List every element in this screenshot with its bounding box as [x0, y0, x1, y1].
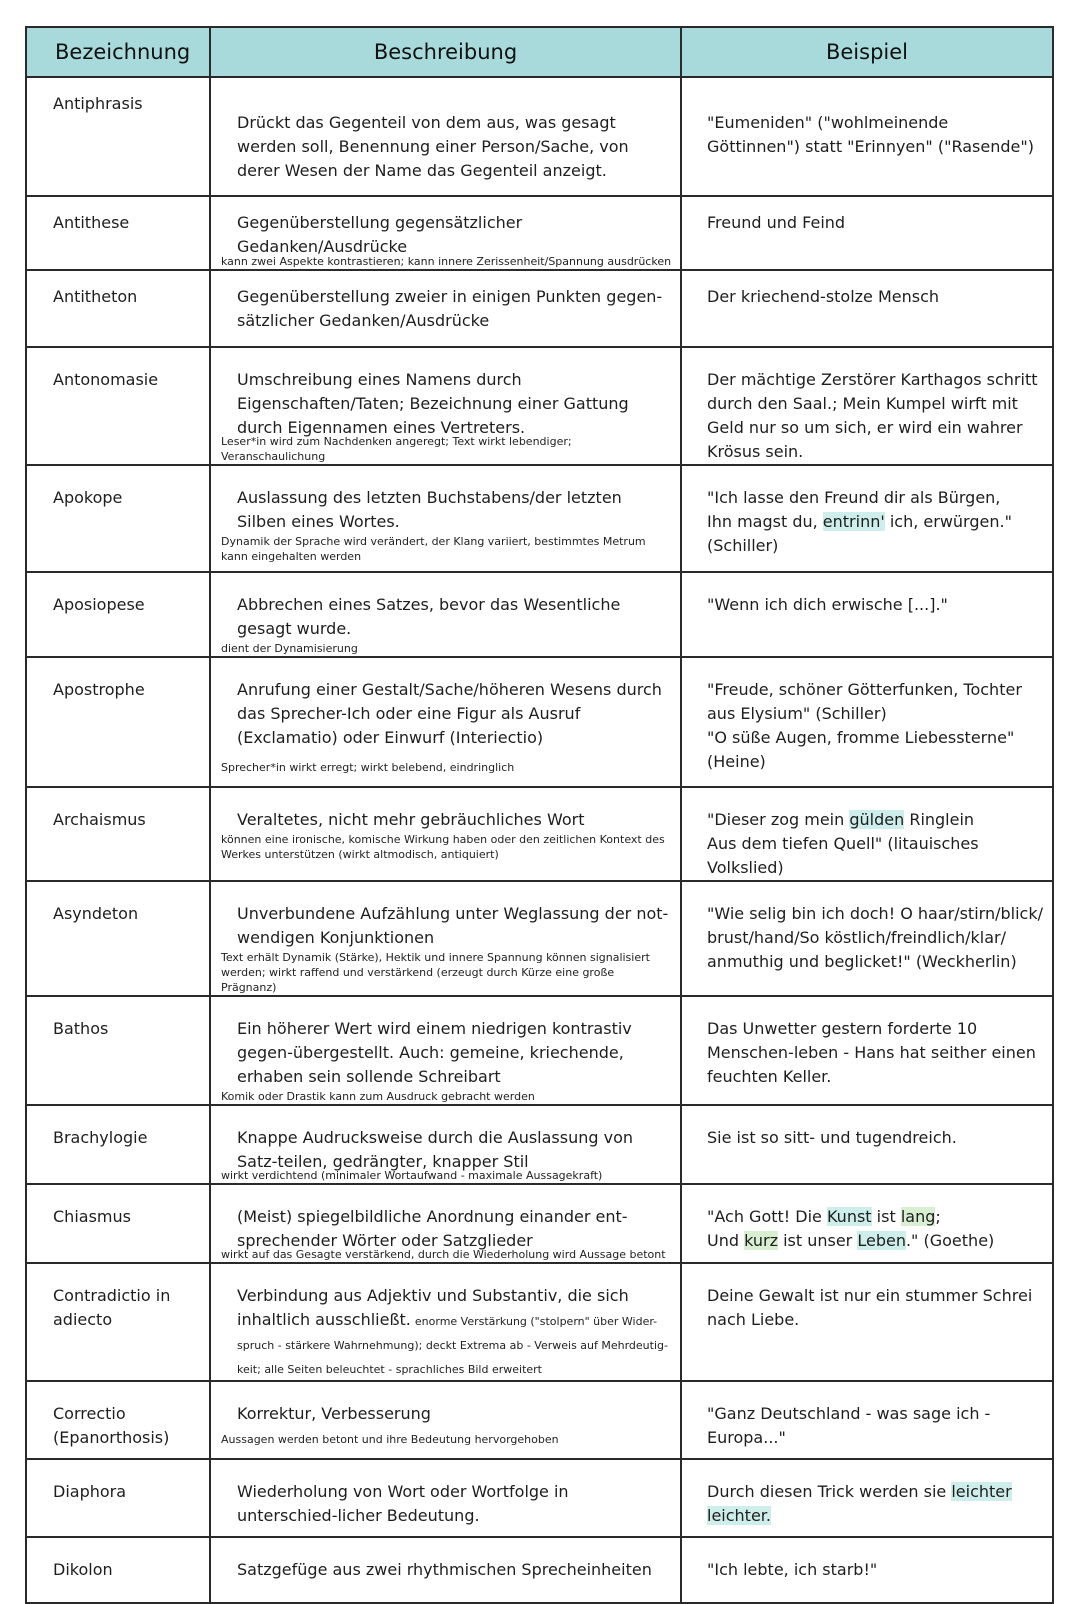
table-row: [26, 347, 1053, 465]
header-row: [26, 27, 1053, 77]
description: [210, 1537, 681, 1603]
table-row: [26, 881, 1053, 996]
example-text: Der mächtige Zerstörer Karthagos schritt durch den Saal.; Mein Kumpel wirft mit Geld nur so um sich, er wird ein wahrer Krösus sein.: [707, 370, 1038, 461]
highlighted-word: Kunst: [826, 1207, 872, 1226]
example-text: "Wie selig bin ich doch! O haar/stirn/blick/ brust/hand/So köstlich/freindlich/klar/ anmuthig und beglicket!" (Weckherlin): [707, 904, 1043, 971]
table-row: [26, 996, 1053, 1105]
description-text: Knappe Audrucksweise durch die Auslassung von Satz-teilen, gedrängter, knapper Stil: [237, 1128, 634, 1171]
example: [681, 1537, 1053, 1603]
example-line: "O süße Augen, fromme Liebessterne" (Heine): [707, 728, 1015, 771]
effect-note: dient der Dynamisierung: [221, 642, 358, 655]
example-text: Deine Gewalt ist nur ein stummer Schrei nach Liebe.: [707, 1286, 1033, 1329]
term: Bathos: [26, 996, 210, 1105]
example: [681, 196, 1053, 270]
effect-note: können eine ironische, komische Wirkung haben oder den zeitlichen Kontext des Werkes unterstützen (wirkt altmodisch, antiquiert): [221, 833, 665, 861]
description: [210, 270, 681, 347]
example-line: ist unser: [777, 1231, 858, 1250]
example-text: Freund und Feind: [707, 213, 846, 232]
table-row: [26, 1105, 1053, 1184]
example-text: "Ganz Deutschland - was sage ich - Europa...": [707, 1404, 991, 1447]
example: [681, 77, 1053, 196]
example: [681, 1105, 1053, 1184]
term: Dikolon: [26, 1537, 210, 1603]
highlighted-word: leichter.: [707, 1506, 771, 1525]
rhetoric-table-sheet: [25, 26, 1052, 1604]
description: [210, 347, 681, 465]
description: [210, 196, 681, 270]
description-text: Unverbundene Aufzählung unter Weglassung der not-wendigen Konjunktionen: [237, 904, 669, 947]
description-text: Satzgefüge aus zwei rhythmischen Sprecheinheiten: [237, 1560, 652, 1579]
highlighted-word: lang: [900, 1207, 936, 1226]
example: [681, 1263, 1053, 1381]
description-text: Wiederholung von Wort oder Wortfolge in unterschied-licher Bedeutung.: [237, 1482, 569, 1525]
description: [210, 1105, 681, 1184]
example-line: Durch diesen Trick werden sie: [707, 1482, 952, 1501]
highlighted-word: kurz: [744, 1231, 778, 1250]
effect-note: Sprecher*in wirkt erregt; wirkt belebend, eindringlich: [221, 761, 515, 774]
term: Aposiopese: [26, 572, 210, 657]
table-row: [26, 465, 1053, 572]
term: Archaismus: [26, 787, 210, 881]
example: [681, 1184, 1053, 1263]
example: [681, 996, 1053, 1105]
table-row: [26, 77, 1053, 196]
example: [681, 881, 1053, 996]
header-beschreibung: Beschreibung: [210, 27, 681, 77]
example-line: ist: [871, 1207, 901, 1226]
description: [210, 787, 681, 881]
effect-note: wirkt verdichtend (minimaler Wortaufwand - maximale Aussagekraft): [221, 1169, 603, 1182]
description-text: Auslassung des letzten Buchstabens/der letzten Silben eines Wortes.: [237, 488, 622, 531]
term: Chiasmus: [26, 1184, 210, 1263]
example-line: ." (Goethe): [905, 1231, 995, 1250]
example: [681, 1381, 1053, 1459]
effect-note: Aussagen werden betont und ihre Bedeutung hervorgehoben: [221, 1433, 559, 1446]
example: [681, 465, 1053, 572]
table-row: [26, 657, 1053, 787]
table-row: [26, 1263, 1053, 1381]
example: [681, 1459, 1053, 1537]
table-row: [26, 1184, 1053, 1263]
description-text: Gegenüberstellung zweier in einigen Punkten gegen-sätzlicher Gedanken/Ausdrücke: [237, 287, 663, 330]
description-text: Veraltetes, nicht mehr gebräuchliches Wort: [237, 810, 585, 829]
description: [210, 881, 681, 996]
example-line: (Schiller): [707, 536, 779, 555]
term: Contradictio in adiecto: [26, 1263, 210, 1381]
effect-note: kann zwei Aspekte kontrastieren; kann innere Zerissenheit/Spannung ausdrücken: [221, 255, 672, 268]
description: [210, 1459, 681, 1537]
description: [210, 77, 681, 196]
header-beispiel: Beispiel: [681, 27, 1053, 77]
table-row: [26, 270, 1053, 347]
example-text: "Wenn ich dich erwische [...].": [707, 595, 948, 614]
description-text: (Meist) spiegelbildliche Anordnung einander ent-sprechender Wörter oder Satzglieder: [237, 1207, 628, 1250]
highlighted-word: Leben: [857, 1231, 906, 1250]
term: Antitheton: [26, 270, 210, 347]
example-line: "Ich lasse den Freund dir als Bürgen,: [707, 488, 1001, 507]
example-text: Sie ist so sitt- und tugendreich.: [707, 1128, 957, 1147]
example: [681, 657, 1053, 787]
effect-note: Leser*in wird zum Nachdenken angeregt; Text wirkt lebendiger; Veranschaulichung: [221, 435, 572, 463]
example-line: "Dieser zog mein: [707, 810, 850, 829]
example-line: "Ach Gott! Die: [707, 1207, 827, 1226]
term: Apokope: [26, 465, 210, 572]
example-line: Aus dem tiefen Quell" (litauisches Volkslied): [707, 834, 979, 877]
table-row: [26, 1537, 1053, 1603]
term: Brachylogie: [26, 1105, 210, 1184]
description: [210, 572, 681, 657]
description-text: Gegenüberstellung gegensätzlicher Gedanken/Ausdrücke: [237, 213, 523, 256]
effect-note: Text erhält Dynamik (Stärke), Hektik und innere Spannung können signalisiert werden; wirkt raffend und verstärkend (erzeugt durch Kürze eine große Prägnanz): [221, 951, 650, 994]
highlighted-word: entrinn': [822, 512, 885, 531]
description: [210, 465, 681, 572]
effect-note: enorme Verstärkung ("stolpern" über Wider-spruch - stärkere Wahrnehmung); deckt Extrema ab - Verweis auf Mehrdeutig-keit; alle Seiten beleuchtet - sprachliches Bild erweitert: [237, 1315, 668, 1376]
term: Antonomasie: [26, 347, 210, 465]
header-bezeichnung: Bezeichnung: [26, 27, 210, 77]
term: Diaphora: [26, 1459, 210, 1537]
example-line: ;: [935, 1207, 941, 1226]
table-row: [26, 196, 1053, 270]
example-text: Das Unwetter gestern forderte 10 Menschen-leben - Hans hat seither einen feuchten Keller.: [707, 1019, 1036, 1086]
example: [681, 270, 1053, 347]
example: [681, 572, 1053, 657]
example-line: ich, erwürgen.": [884, 512, 1012, 531]
table-row: [26, 1381, 1053, 1459]
effect-note: wirkt auf das Gesagte verstärkend, durch die Wiederholung wird Aussage betont: [221, 1248, 666, 1261]
term: Antiphrasis: [26, 77, 210, 196]
description-text: Abbrechen eines Satzes, bevor das Wesentliche gesagt wurde.: [237, 595, 621, 638]
table-row: [26, 1459, 1053, 1537]
description: [210, 1263, 681, 1381]
term: Antithese: [26, 196, 210, 270]
term: Asyndeton: [26, 881, 210, 996]
effect-note: Komik oder Drastik kann zum Ausdruck gebracht werden: [221, 1090, 535, 1103]
description-text: Korrektur, Verbesserung: [237, 1404, 431, 1423]
term: Apostrophe: [26, 657, 210, 787]
description-text: Verbindung aus Adjektiv und Substantiv, die sich inhaltlich ausschließt.: [237, 1286, 629, 1329]
example-line: Ihn magst du,: [707, 512, 823, 531]
example-line: "Freude, schöner Götterfunken, Tochter aus Elysium" (Schiller): [707, 680, 1022, 723]
description: [210, 1381, 681, 1459]
example-line: Und: [707, 1231, 745, 1250]
term: Correctio (Epanorthosis): [26, 1381, 210, 1459]
description-text: Anrufung einer Gestalt/Sache/höheren Wesens durch das Sprecher-Ich oder eine Figur als Ausruf (Exclamatio) oder Einwurf (Interiectio): [237, 680, 662, 747]
example: [681, 347, 1053, 465]
example-text: "Eumeniden" ("wohlmeinende Göttinnen") statt "Erinnyen" ("Rasende"): [707, 113, 1034, 156]
highlighted-word: leichter: [951, 1482, 1012, 1501]
table-row: [26, 572, 1053, 657]
description: [210, 996, 681, 1105]
table-row: [26, 787, 1053, 881]
description: [210, 1184, 681, 1263]
rhetoric-table: [25, 26, 1054, 1604]
example-line: Ringlein: [904, 810, 975, 829]
highlighted-word: gülden: [849, 810, 905, 829]
example-text: Der kriechend-stolze Mensch: [707, 287, 940, 306]
description-text: Umschreibung eines Namens durch Eigenschaften/Taten; Bezeichnung einer Gattung durch Eigennamen eines Vertreters.: [237, 370, 629, 437]
description-text: Ein höherer Wert wird einem niedrigen kontrastiv gegen-übergestellt. Auch: gemeine, kriechende, erhaben sein sollende Schreibart: [237, 1019, 632, 1086]
example: [681, 787, 1053, 881]
description-text: Drückt das Gegenteil von dem aus, was gesagt werden soll, Benennung einer Person/Sache, von derer Wesen der Name das Gegenteil anzeigt.: [237, 113, 629, 180]
effect-note: Dynamik der Sprache wird verändert, der Klang variiert, bestimmtes Metrum kann eingehalten werden: [221, 535, 646, 563]
description: [210, 657, 681, 787]
example-text: "Ich lebte, ich starb!": [707, 1560, 878, 1579]
